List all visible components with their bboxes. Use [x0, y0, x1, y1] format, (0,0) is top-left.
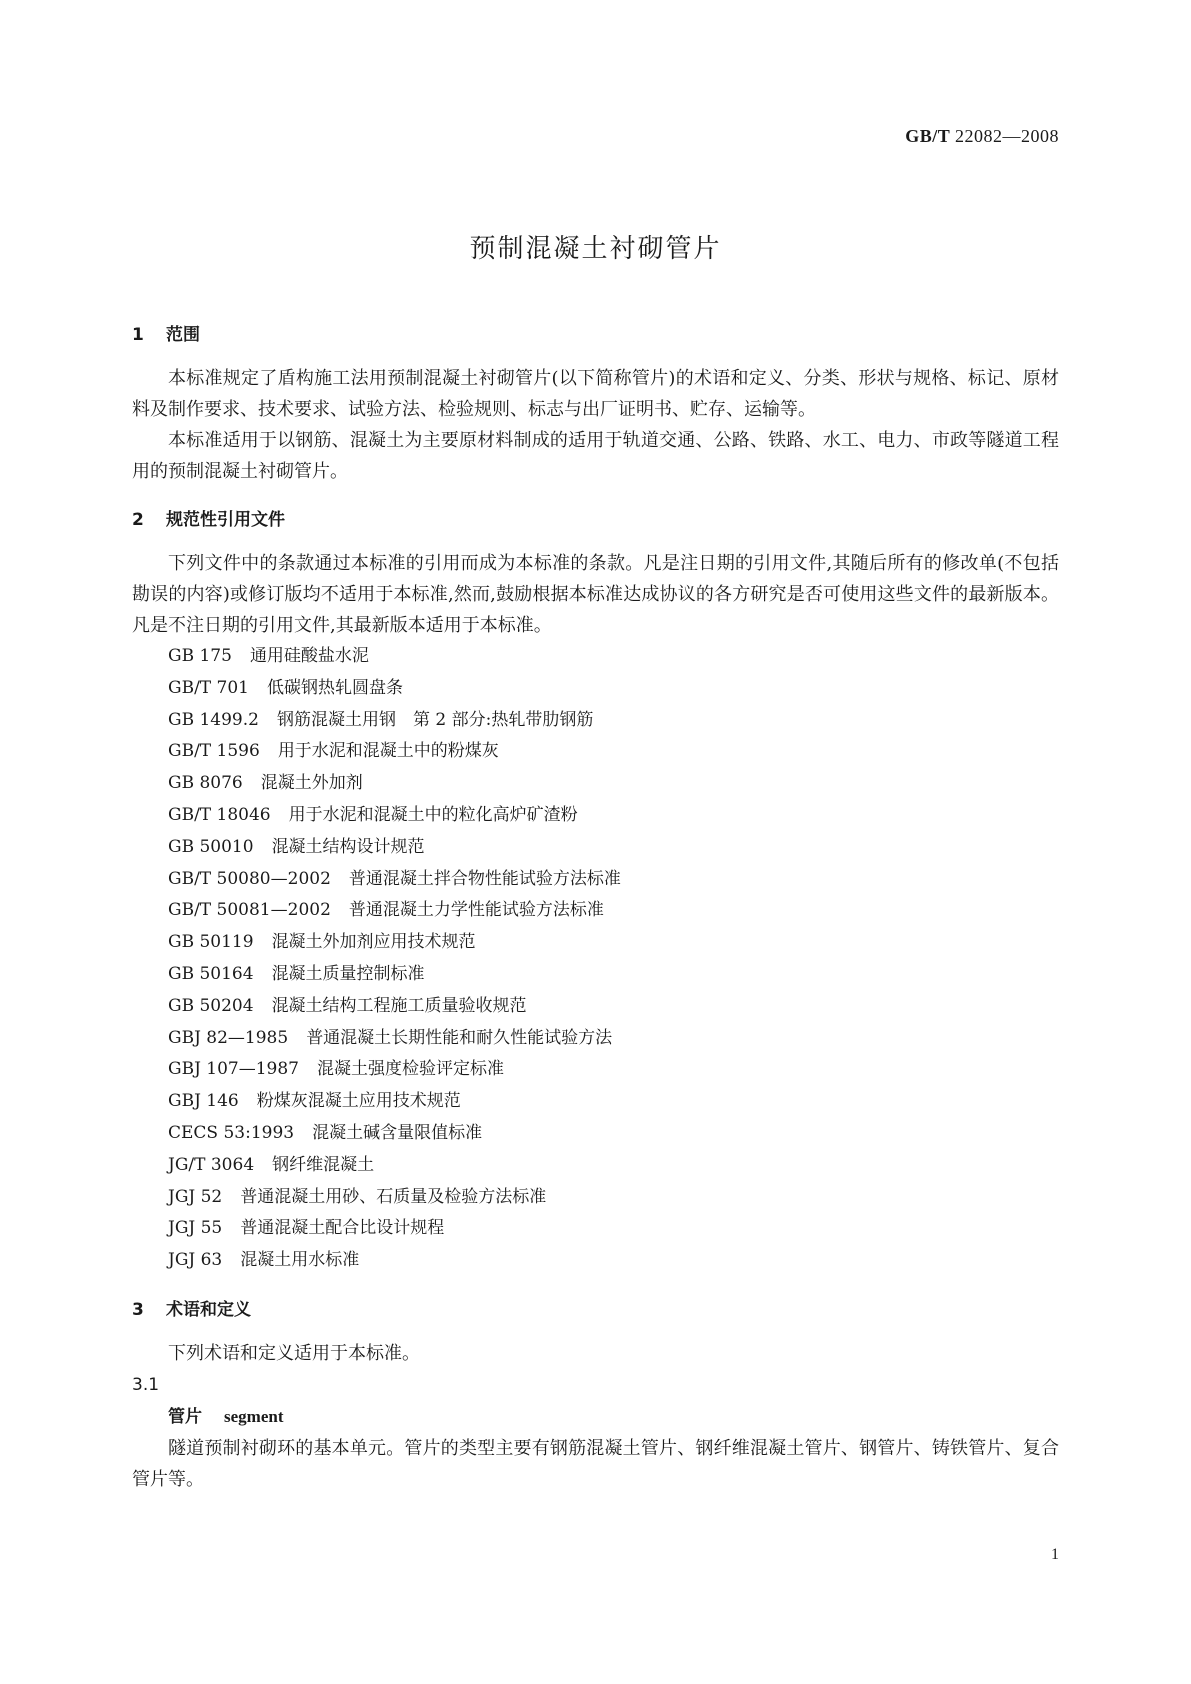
section-title: 术语和定义: [166, 1299, 251, 1320]
reference-code: GB 1499.2: [168, 709, 259, 730]
document-title: 预制混凝土衬砌管片: [469, 234, 722, 264]
standard-code: [905, 126, 1059, 147]
reference-item: [168, 1023, 1059, 1055]
reference-title: 混凝土结构工程施工质量验收规范: [271, 995, 527, 1016]
reference-code: JGJ 52: [168, 1186, 223, 1207]
section-title: 规范性引用文件: [166, 510, 285, 530]
reference-title: 混凝土结构设计规范: [271, 836, 425, 857]
reference-item: [168, 832, 1059, 864]
reference-code: GB 50010: [168, 836, 254, 857]
section-title: 范围: [166, 325, 200, 345]
reference-title: 混凝土碱含量限值标准: [312, 1122, 483, 1143]
term-entry: [132, 1401, 1059, 1433]
reference-code: GB 50119: [168, 932, 254, 953]
reference-code: GB 50164: [168, 963, 254, 984]
reference-title: 普通混凝土力学性能试验方法标准: [348, 900, 604, 921]
reference-code: GB 175: [168, 646, 232, 666]
reference-code: JGJ 63: [168, 1250, 223, 1271]
reference-title: 钢纤维混凝土: [272, 1154, 375, 1175]
reference-item: [168, 1118, 1059, 1150]
reference-title: 普通混凝土拌合物性能试验方法标准: [348, 868, 621, 889]
term-definition: 隧道预制衬砌环的基本单元。管片的类型主要有钢筋混凝土管片、钢纤维混凝土管片、钢管片、铸铁管片、复合管片等。: [132, 1437, 1059, 1490]
reference-code: JGJ 55: [168, 1218, 223, 1239]
document-body: [132, 320, 1059, 1495]
reference-item: [168, 991, 1059, 1023]
reference-item: [168, 736, 1059, 768]
reference-title: 混凝土质量控制标准: [271, 963, 425, 984]
section-heading-terms: [132, 1295, 1059, 1320]
reference-title: 用于水泥和混凝土中的粉煤灰: [277, 741, 499, 762]
reference-item: [168, 895, 1059, 927]
term-english: segment: [224, 1406, 284, 1426]
reference-item: [168, 1150, 1059, 1182]
reference-item: [168, 641, 1059, 673]
standard-number: 22082—2008: [955, 126, 1059, 146]
reference-title: 普通混凝土配合比设计规程: [240, 1218, 445, 1239]
reference-code: GB/T 50080—2002: [168, 868, 331, 889]
reference-item: [168, 959, 1059, 991]
reference-item: [168, 927, 1059, 959]
reference-item: [168, 1245, 1059, 1277]
clause-number: 3.1: [132, 1374, 160, 1395]
term-chinese: 管片: [168, 1406, 202, 1427]
reference-title: 粉煤灰混凝土应用技术规范: [256, 1091, 461, 1112]
reference-item: [168, 1182, 1059, 1214]
references-intro: 下列文件中的条款通过本标准的引用而成为本标准的条款。凡是注日期的引用文件,其随后所有的修改单(不包括勘误的内容)或修订版均不适用于本标准,然而,鼓励根据本标准达成协议的各方研究是否可使用这些文件的最新版本。凡是不注日期的引用文件,其最新版本适用于本标准。: [132, 553, 1059, 636]
section-heading-scope: [132, 320, 1059, 345]
reference-item: [168, 1054, 1059, 1086]
reference-item: [168, 1086, 1059, 1118]
reference-code: JG/T 3064: [168, 1154, 255, 1175]
section-number: 2: [132, 510, 144, 530]
reference-title: 混凝土强度检验评定标准: [317, 1059, 505, 1080]
scope-paragraph-1: 本标准规定了盾构施工法用预制混凝土衬砌管片(以下简称管片)的术语和定义、分类、形状与规格、标记、原材料及制作要求、技术要求、试验方法、检验规则、标志与出厂证明书、贮存、运输等。: [132, 368, 1059, 420]
reference-item: [168, 673, 1059, 705]
reference-title: 低碳钢热轧圆盘条: [267, 677, 403, 698]
reference-code: GB/T 701: [168, 677, 249, 698]
reference-title: 混凝土外加剂应用技术规范: [271, 932, 476, 953]
section-number: 3: [132, 1299, 144, 1320]
section-heading-references: [132, 505, 1059, 530]
reference-code: GBJ 146: [168, 1091, 239, 1112]
reference-item: [168, 768, 1059, 800]
reference-code: GB 50204: [168, 995, 254, 1016]
reference-title: 混凝土外加剂: [260, 773, 363, 794]
reference-code: GBJ 82—1985: [168, 1027, 289, 1048]
reference-code: GBJ 107—1987: [168, 1059, 300, 1080]
reference-code: GB 8076: [168, 773, 243, 794]
reference-item: [168, 705, 1059, 737]
page-number: 1: [1051, 1546, 1059, 1563]
reference-code: GB/T 50081—2002: [168, 900, 331, 921]
terms-intro: 下列术语和定义适用于本标准。: [168, 1342, 420, 1364]
section-number: 1: [132, 325, 144, 345]
standard-prefix: GB/T: [905, 126, 950, 146]
reference-title: 钢筋混凝土用钢 第 2 部分:热轧带肋钢筋: [276, 709, 594, 730]
scope-paragraph-2: 本标准适用于以钢筋、混凝土为主要原材料制成的适用于轨道交通、公路、铁路、水工、电力、市政等隧道工程用的预制混凝土衬砌管片。: [132, 430, 1059, 482]
reference-code: GB/T 1596: [168, 741, 260, 762]
reference-title: 用于水泥和混凝土中的粒化高炉矿渣粉: [288, 804, 578, 825]
reference-item: [168, 1213, 1059, 1245]
reference-title: 混凝土用水标准: [240, 1250, 360, 1271]
reference-item: [168, 864, 1059, 896]
reference-list: [132, 641, 1059, 1277]
reference-code: CECS 53:1993: [168, 1122, 295, 1143]
reference-title: 通用硅酸盐水泥: [249, 646, 369, 666]
reference-item: [168, 800, 1059, 832]
reference-title: 普通混凝土长期性能和耐久性能试验方法: [306, 1027, 613, 1048]
reference-code: GB/T 18046: [168, 804, 271, 825]
reference-title: 普通混凝土用砂、石质量及检验方法标准: [240, 1186, 547, 1207]
